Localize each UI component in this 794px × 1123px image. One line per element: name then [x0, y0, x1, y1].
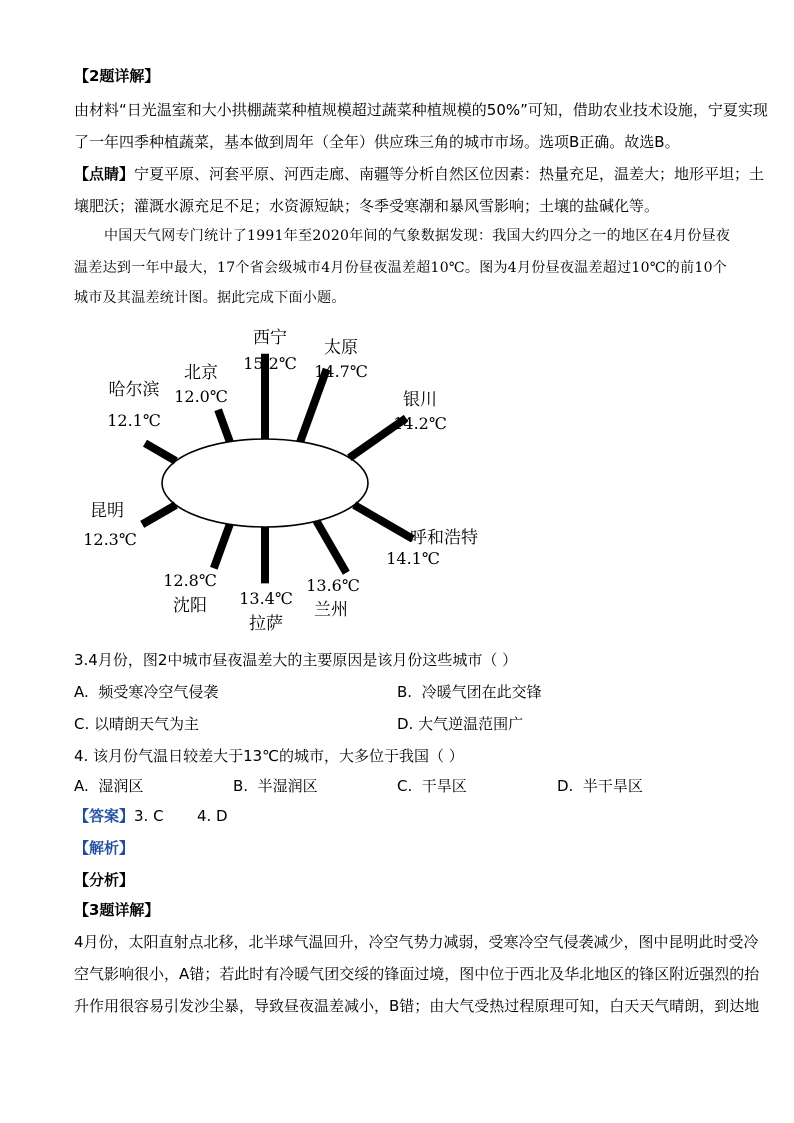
q3-option-c-letter: C. [74, 715, 90, 733]
q3-option-b-text: 冷暖气团在此交锋 [421, 683, 542, 701]
fenxi-label: 【分析】 [74, 871, 135, 889]
q4-option-c-letter: C. [397, 777, 413, 795]
chart-value-label-8: 12.1℃ [107, 411, 161, 430]
chart-value-label-3: 14.1℃ [386, 549, 440, 568]
q3-option-d-text: 大气逆温范围广 [418, 715, 524, 733]
chart-value-label-5: 13.4℃ [239, 589, 293, 608]
chart-value-label-9: 12.0℃ [174, 387, 228, 406]
chart-bar-9 [218, 410, 230, 442]
answer-line [74, 806, 228, 826]
chart-value-label-6: 12.8℃ [163, 571, 217, 590]
q4-option-a[interactable] [74, 776, 143, 796]
chart-value-label-2: 14.2℃ [393, 414, 447, 433]
answer-label: 【答案】 [74, 807, 135, 825]
material-line3: 城市及其温差统计图。据此完成下面小题。 [74, 290, 346, 306]
chart-bar-6 [214, 524, 230, 568]
material-line2: 温差达到一年中最大，17个省会级城市4月份昼夜温差超10℃。图为4月份昼夜温差超过10℃的前10个 [74, 260, 728, 276]
q4-stem: 4. 该月份气温日较差大于13℃的城市，大多位于我国（ ） [74, 747, 464, 765]
material-line1: 中国天气网专门统计了1991年至2020年间的气象数据发现：我国大约四分之一的地区在4月份昼夜 [104, 228, 731, 244]
q4-option-c-text: 干旱区 [421, 777, 467, 795]
chart-category-label-6: 沈阳 [173, 596, 207, 616]
q4-option-d[interactable] [557, 776, 643, 796]
chart-bar-7 [142, 505, 176, 524]
chart-bar-8 [145, 443, 176, 461]
q4-option-a-text: 湿润区 [98, 777, 144, 795]
chart-value-label-1: 14.7℃ [314, 362, 368, 381]
section3-line2: 空气影响很小，A错；若此时有冷暖气团交绥的锋面过境，图中位于西北及华北地区的锋区附近强烈的抬 [74, 965, 760, 983]
q4-option-b[interactable] [233, 776, 318, 796]
q3-option-a-text: 频受寒冷空气侵袭 [98, 683, 219, 701]
q4-option-d-letter: D. [557, 777, 574, 795]
chart-category-label-8: 哈尔滨 [108, 380, 160, 400]
q4-option-a-letter: A. [74, 777, 89, 795]
q3-option-c[interactable] [74, 714, 199, 734]
q4-option-d-text: 半干旱区 [582, 777, 643, 795]
q3-option-b[interactable] [397, 682, 542, 702]
q3-option-c-text: 以晴朗天气为主 [94, 715, 200, 733]
chart-category-label-4: 兰州 [314, 600, 348, 620]
chart-center-ellipse [162, 439, 368, 527]
chart-value-label-0: 15.2℃ [243, 354, 297, 373]
section3-line3: 升作用很容易引发沙尘暴，导致昼夜温差减小，B错；由大气受热过程原理可知，白天天气晴朗，到达地 [74, 997, 760, 1015]
section2-paragraph-line1: 由材料“日光温室和大小拱棚蔬菜种植规模超过蔬菜种植规模的50%”可知，借助农业技术设施，宁夏实现 [74, 101, 768, 119]
q4-option-c[interactable] [397, 776, 467, 796]
tip-text1: 宁夏平原、河套平原、河西走廊、南疆等分析自然区位因素：热量充足，温差大；地形平坦；土 [134, 165, 765, 183]
q3-stem: 3.4月份，图2中城市昼夜温差大的主要原因是该月份这些城市（ ） [74, 651, 518, 669]
section3-line1: 4月份，太阳直射点北移，北半球气温回升，冷空气势力减弱，受寒冷空气侵袭减少，图中昆明此时受冷 [74, 933, 759, 951]
chart-category-label-1: 太原 [324, 338, 358, 358]
q3-option-a-letter: A. [74, 683, 89, 701]
section2-heading: 【2题详解】 [74, 67, 160, 85]
chart-value-label-4: 13.6℃ [306, 576, 360, 595]
chart-category-label-9: 北京 [184, 363, 218, 383]
chart-bar-4 [317, 521, 347, 573]
q3-option-d[interactable] [397, 714, 523, 734]
chart-value-label-7: 12.3℃ [83, 530, 137, 549]
q4-option-b-letter: B. [233, 777, 249, 795]
chart-category-label-2: 银川 [403, 390, 437, 410]
q3-option-a[interactable] [74, 682, 218, 702]
section3-heading: 【3题详解】 [74, 901, 160, 919]
chart-category-label-3: 呼和浩特 [410, 528, 478, 548]
q3-option-b-letter: B. [397, 683, 413, 701]
q3-option-d-letter: D. [397, 715, 414, 733]
chart-category-label-7: 昆明 [90, 501, 124, 521]
chart-bar-3 [354, 505, 413, 539]
analysis-label: 【解析】 [74, 839, 135, 857]
tip-label: 【点睛】 [74, 165, 135, 183]
chart-category-label-5: 拉萨 [249, 614, 283, 634]
tip-line2: 壤肥沃；灌溉水源充足不足；水资源短缺；冬季受寒潮和暴风雪影响；土壤的盐碱化等。 [74, 197, 660, 215]
section2-paragraph-line2: 了一年四季种植蔬菜，基本做到周年（全年）供应珠三角的城市市场。选项B正确。故选B。 [74, 133, 680, 151]
q4-option-b-text: 半湿润区 [257, 777, 318, 795]
answer-text: 3. C 4. D [134, 807, 228, 825]
chart-category-label-0: 西宁 [253, 328, 287, 348]
